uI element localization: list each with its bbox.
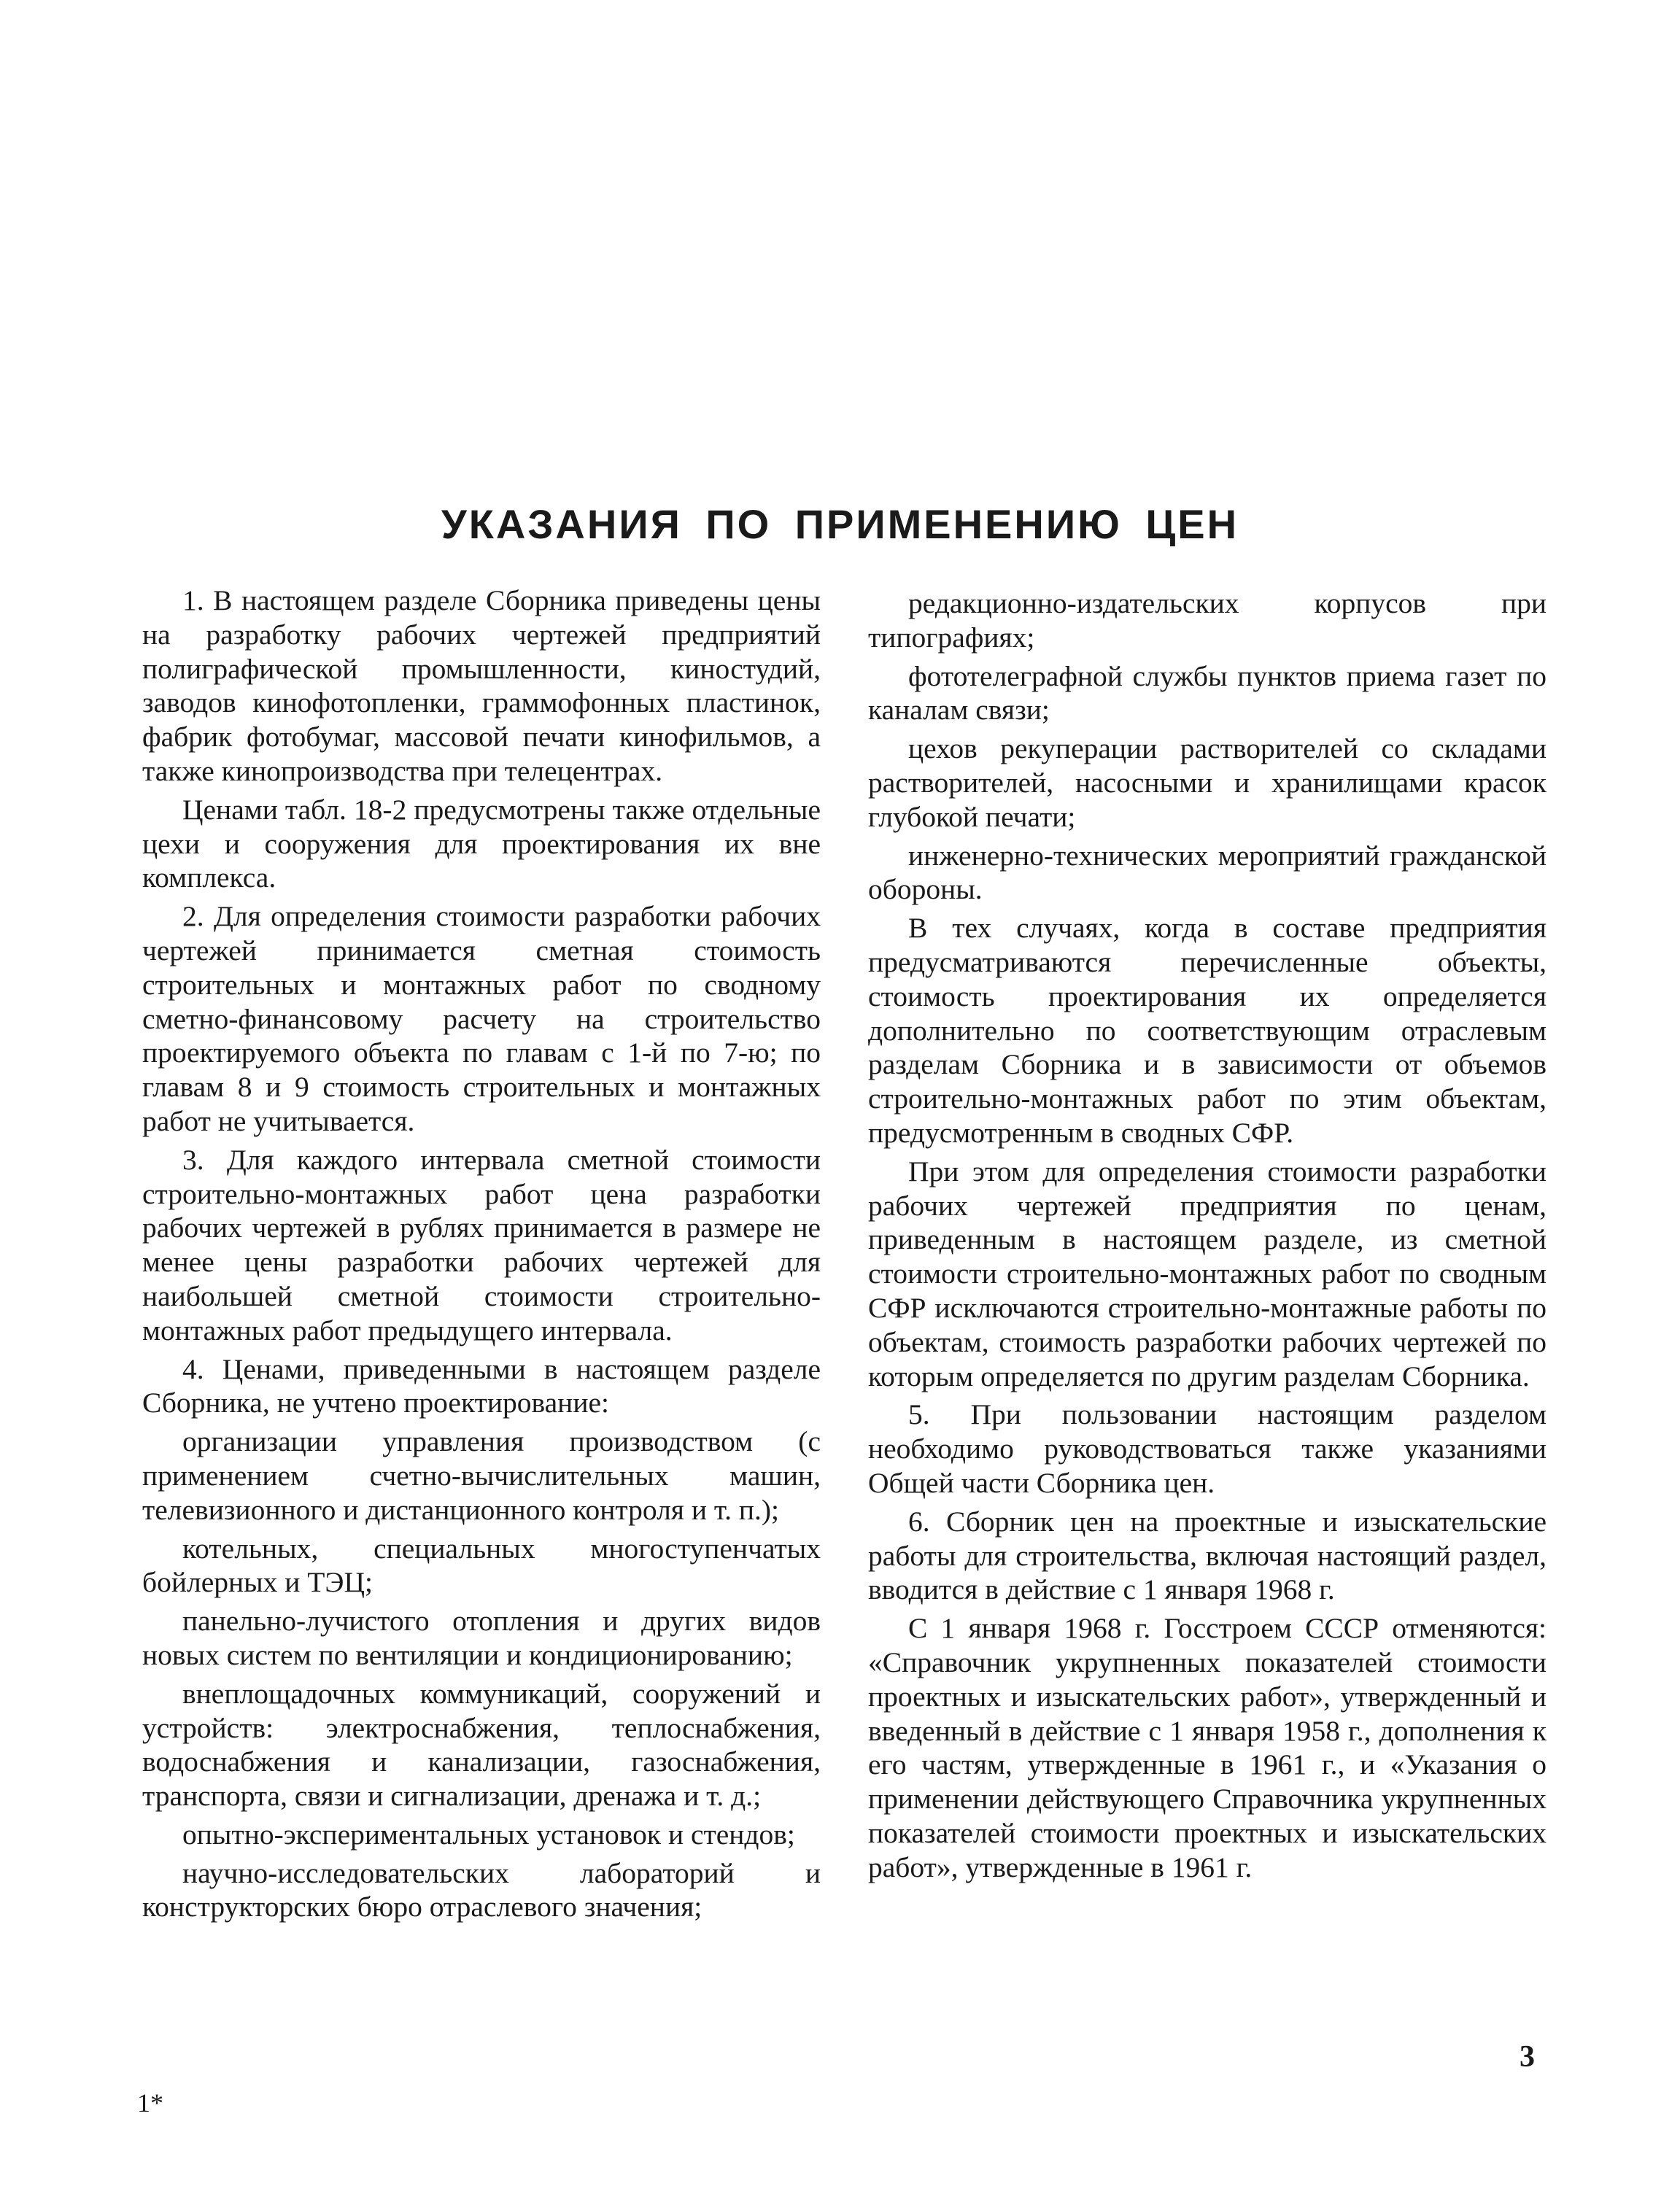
list-item: организации управления производством (с применением счетно-вычислительных машин, телевизионного и дистанционного контроля и т. п.);: [142, 1425, 821, 1526]
list-item: цехов рекуперации растворителей со складами растворителей, насосными и хранилищами красок глубокой печати;: [868, 732, 1547, 833]
paragraph: 5. При пользовании настоящим разделом необходимо руководствоваться также указаниями Общей части Сборника цен.: [868, 1398, 1547, 1499]
list-item: инженерно-технических мероприятий гражданской обороны.: [868, 839, 1547, 906]
paragraph: 3. Для каждого интервала сметной стоимости строительно-монтажных работ цена разработки рабочих чертежей в рублях принимается в размере не менее цены разработки рабочих чертежей для наибольшей сметной стоимости строительно-монтажных работ предыдущего интервала.: [142, 1143, 821, 1347]
list-item: опытно-экспериментальных установок и стендов;: [182, 1818, 795, 1851]
paragraph: 1. В настоящем разделе Сборника приведены цены на разработку рабочих чертежей предприятий полиграфической промышленности, киностудий, заводов кинофотопленки, граммофонных пластинок, фабрик фотобумаг, массовой печати кинофильмов, а также кинопроизводства при телецентрах.: [142, 584, 821, 787]
paragraph: 6. Сборник цен на проектные и изыскательские работы для строительства, включая настоящий раздел, вводится в действие с 1 января 1968 г.: [868, 1505, 1547, 1606]
list-item: научно-исследовательских лабораторий и конструкторских бюро отраслевого значения;: [142, 1856, 821, 1923]
paragraph: При этом для определения стоимости разработки рабочих чертежей предприятия по ценам, приведенным в настоящем разделе, из сметной стоимости строительно-монтажных работ по сводным СФР исключаются строительно-монтажные работы по объектам, стоимость разработки рабочих чертежей по которым определяется по другим разделам Сборника.: [868, 1155, 1547, 1392]
paragraph: 2. Для определения стоимости разработки рабочих чертежей принимается сметная стоимость строительных и монтажных работ по сводному сметно-финансовому расчету на строительство проектируемого объекта по главам с 1-й по 7-ю; по главам 8 и 9 стоимость строительных и монтажных работ не учитывается.: [142, 900, 821, 1137]
paragraph: 4. Ценами, приведенными в настоящем разделе Сборника, не учтено проектирование:: [142, 1352, 821, 1419]
list-item: редакционно-издательских корпусов при типографиях;: [868, 587, 1547, 654]
paragraph: Ценами табл. 18-2 предусмотрены также отдельные цехи и сооружения для проектирования их вне комплекса.: [142, 793, 821, 894]
list-item: котельных, специальных многоступенчатых бойлерных и ТЭЦ;: [142, 1532, 821, 1599]
signature-mark: 1*: [137, 2088, 163, 2117]
page-title: УКАЗАНИЯ ПО ПРИМЕНЕНИЮ ЦЕН: [441, 501, 1239, 547]
list-item: панельно-лучистого отопления и других видов новых систем по вентиляции и кондиционированию;: [142, 1605, 821, 1671]
paragraph: С 1 января 1968 г. Госстроем СССР отменяются: «Справочник укрупненных показателей стоимости проектных и изыскательских работ», утвержденный и введенный в действие с 1 января 1958 г., дополнения к его частям, утвержденные в 1961 г., и «Указания о применении действующего Справочника укрупненных показателей стоимости проектных и изыскательских работ», утвержденные в 1961 г.: [868, 1612, 1547, 1883]
paragraph: В тех случаях, когда в составе предприятия предусматриваются перечисленные объекты, стоимость проектирования их определяется дополнительно по соответствующим отраслевым разделам Сборника и в зависимости от объемов строительно-монтажных работ по этим объектам, предусмотренным в сводных СФР.: [868, 912, 1547, 1149]
page-number: 3: [1520, 2040, 1535, 2074]
right-column: [868, 586, 1547, 1888]
left-column: [142, 584, 821, 1929]
list-item: внеплощадочных коммуникаций, сооружений и устройств: электроснабжения, теплоснабжения, водоснабжения и канализации, газоснабжения, транспорта, связи и сигнализации, дренажа и т. д.;: [142, 1677, 821, 1813]
list-item: фототелеграфной службы пунктов приема газет по каналам связи;: [868, 659, 1547, 726]
